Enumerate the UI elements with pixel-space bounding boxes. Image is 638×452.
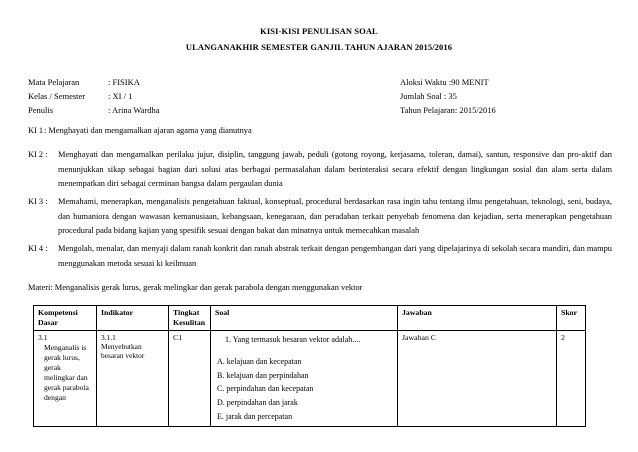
ki-text: Menghayati dan mengamalkan perilaku jujur, disiplin, tanggung jawab, peduli (gotong royong, kerjasama, toleran, damai), santun, responsive dan pro-aktif dan menunjukkan sikap sebagai bagian dari solusi atas berbagai permasalahan dalam berinteraksi secara efektif dengan lingkungan sosial dan alam serta dalam menempatkan diri sebagai cerminan bangsa dalam pergaulan dunia bbox=[58, 150, 612, 188]
header-jawaban: Jawaban bbox=[398, 306, 557, 331]
cell-tingkat: C1 bbox=[169, 331, 211, 427]
cell-indikator bbox=[97, 331, 169, 427]
meta-label-author: Penulis bbox=[28, 105, 54, 115]
ki-text: Mengolah, menalar, dan menyaji dalam ranah konkrit dan ranah abstrak terkait dengan pengembangan dari yang dipelajarinya di sekolah secara mandiri, dan mampu menggunakan metoda sesuai ki keilmuan bbox=[58, 244, 612, 268]
meta-label-class: Kelas / Semester bbox=[28, 91, 86, 101]
option-a: A. kelajuan dan kecepatan bbox=[217, 356, 302, 366]
meta-label-subject: Mata Pelajaran bbox=[28, 77, 80, 87]
option-d: D. perpindahan dan jarak bbox=[217, 398, 298, 408]
kisi-table bbox=[33, 305, 586, 427]
cell-skor: 2 bbox=[557, 331, 586, 427]
kd-number: 3.1 bbox=[38, 333, 48, 342]
option-e: E. jarak dan percepatan bbox=[217, 411, 293, 421]
ki-text: Memahami, menerapkan, menganalisis pengetahuan faktual, konseptual, procedural berdasarkan rasa ingin tahu tentang ilmu pengetahuan, teknologi, seni, budaya, dan humaniora dengan wawasan kemanusiaan, kebangsaan, kenegaraan, dan peradaban terkait penyebab fenomena dan kejadian, serta menerapkan pengetahuan procedural pada bidang kajian yang spesifik sesuai dengan bakat dan minatnya untuk memecahkan masalah bbox=[58, 197, 612, 235]
meta-value-class: : XI / 1 bbox=[108, 91, 133, 101]
document-subtitle: ULANGANAKHIR SEMESTER GANJIL TAHUN AJARAN 2015/2016 bbox=[185, 42, 453, 52]
ki-4 bbox=[28, 242, 612, 271]
materi-line: Materi: Menganalisis gerak lurus, gerak melingkar dan gerak parabola dengan menggunakan vektor bbox=[28, 283, 363, 292]
ki-label: KI 2 : bbox=[28, 150, 48, 159]
kd-text: Menganalis is gerak lurus, gerak melingkar dan gerak parabola dengan bbox=[44, 343, 89, 402]
header-skor: Skor bbox=[557, 306, 586, 331]
ki-2 bbox=[28, 148, 612, 192]
table-row bbox=[34, 331, 586, 427]
ki-label: KI 1 bbox=[28, 126, 44, 135]
header-kompetensi-dasar: Kompetensi Dasar bbox=[34, 306, 97, 331]
meta-value-author: : Arina Wardha bbox=[108, 105, 160, 115]
cell-soal bbox=[211, 331, 398, 427]
cell-kompetensi-dasar bbox=[34, 331, 97, 427]
document-title: KISI-KISI PENULISAN SOAL bbox=[260, 26, 378, 36]
ki-label: KI 4 : bbox=[28, 244, 48, 253]
cell-jawaban: Jawaban C bbox=[398, 331, 557, 427]
indikator-number: 3.1.1 bbox=[101, 333, 116, 342]
ki-3 bbox=[28, 195, 612, 239]
option-b: B. kelajuan dan perpindahan bbox=[217, 370, 309, 380]
question-stem: 1. Yang termasuk besaran vektor adalah.... bbox=[225, 335, 361, 344]
ki-label: KI 3 : bbox=[28, 197, 48, 206]
meta-question-count: Jumlah Soal : 35 bbox=[400, 91, 457, 101]
ki-text: : Menghayati dan mengamalkan ajaran agama yang dianutnya bbox=[44, 126, 252, 135]
meta-time: Aloksi Waktu :90 MENIT bbox=[400, 77, 489, 87]
ki-1 bbox=[28, 124, 612, 139]
indikator-text: Menyebutkan besaran vektor bbox=[101, 342, 145, 360]
header-soal: Soal bbox=[211, 306, 398, 331]
table-header-row bbox=[34, 306, 586, 331]
meta-value-subject: : FISIKA bbox=[108, 77, 140, 87]
header-indikator: Indikator bbox=[97, 306, 169, 331]
header-tingkat-kesulitan: Tingkat Kesulitan bbox=[169, 306, 211, 331]
meta-school-year: Tahun Pelajaran: 2015/2016 bbox=[400, 105, 496, 115]
option-c: C. perpindahan dan kecepatan bbox=[217, 384, 314, 394]
